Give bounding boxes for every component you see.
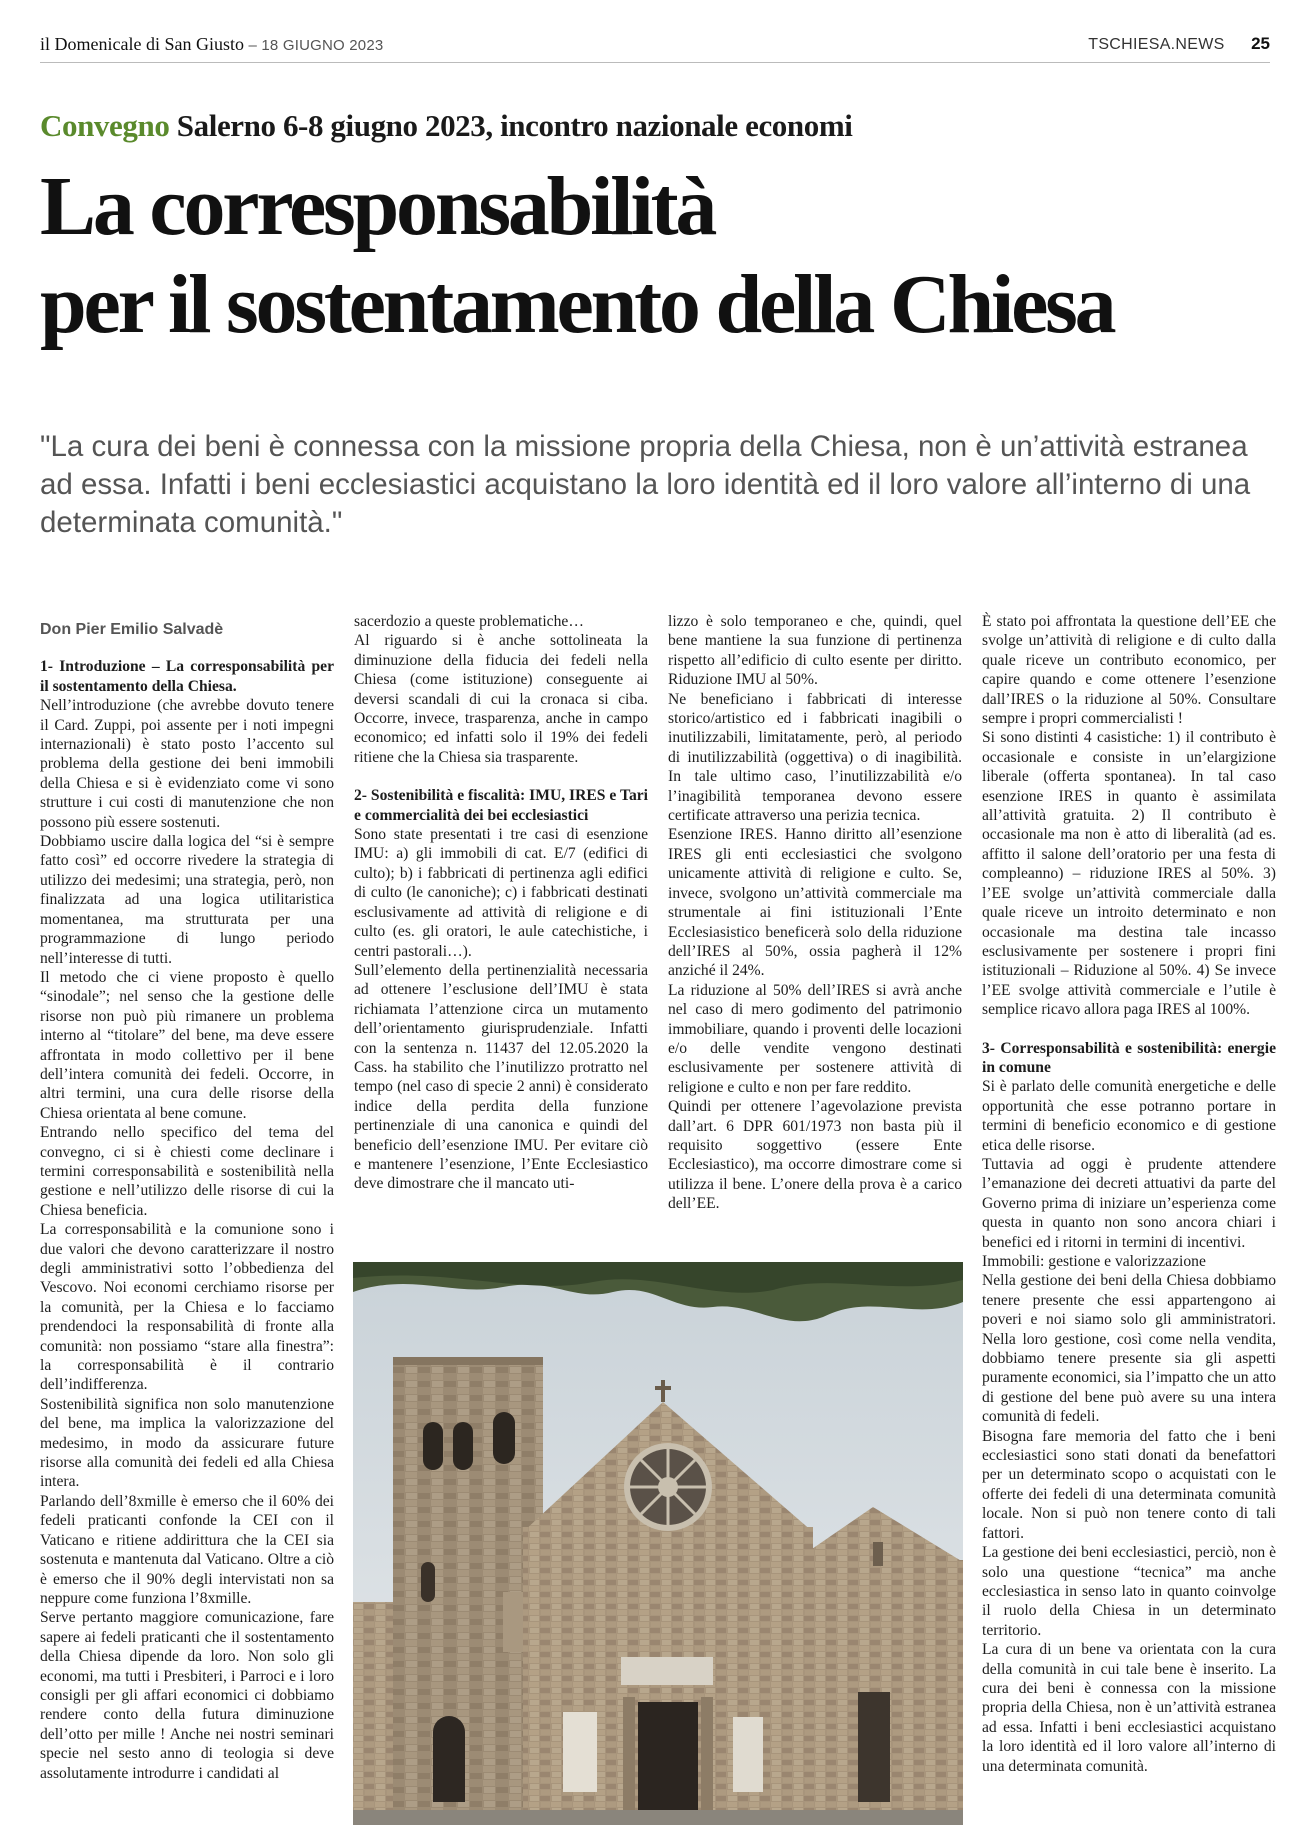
paragraph: lizzo è solo temporaneo e che, quindi, quel bene mantiene la sua funzione di pertinenza rispetto all’edificio di culto esente per diritto. Riduzione IMU al 50%. xyxy=(668,613,962,689)
paragraph: Ne beneficiano i fabbricati di interesse storico/artistico ed i fabbricati inagibili o inutilizzabili, limitatamente, però, al periodo di inutilizzabilità (oggettiva) o di inagibilità. In tale ultimo caso, l’inutilizzabilità e/o l’inagibilità temporanea devono essere certificate attraverso una perizia tecnica. xyxy=(668,690,962,825)
paragraph: Sono state presentati i tre casi di esenzione IMU: a) gli immobili di cat. E/7 (edifici di culto); b) i fabbricati di pertinenza agli edifici di culto (le canoniche); c) i fabbricati destinati esclusivamente ad attività di religione e di culto (es. gli oratori, le aule catechistiche, i centri pastorali…). xyxy=(354,826,648,960)
paragraph: Tuttavia ad oggi è prudente attendere l’emanazione dei decreti attuativi da parte del Governo prima di iniziare un’esperienza come questa in quanto non sono ancora chiari i benefici ed i ritorni in termini di incentivi. xyxy=(982,1155,1276,1251)
paragraph: Dobbiamo uscire dalla logica del “si è sempre fatto così” ed occorre rivedere la strategia di utilizzo dei medesimi; una strategia, però, non finalizzata ad una logica utilitaristica momentanea, ma strutturata per una programmazione di lungo periodo nell’interesse di tutti. xyxy=(40,833,334,967)
article-title xyxy=(40,158,1280,354)
cathedral-photo xyxy=(353,1262,963,1825)
paragraph: La riduzione al 50% dell’IRES si avrà anche nel caso di mero godimento del patrimonio immobiliare, quando i proventi delle locazioni e/o delle vendite vengono destinati esclusivamente per sostenere attività di religione e culto e non per fare reddito. xyxy=(668,981,962,1096)
paragraph: sacerdozio a queste problematiche… xyxy=(354,613,584,630)
column-3 xyxy=(668,612,962,1214)
paragraph: È stato poi affrontata la questione dell’EE che svolge un’attività di religione e di culto dalla quale riceve un contributo economico, per capire quando e come ottenere l’esenzione dall’IRES o la riduzione al 50%. Consultare sempre i propri commercialisti ! xyxy=(982,613,1276,728)
paragraph: Quindi per ottenere l’agevolazione prevista dall’art. 6 DPR 601/1973 non basta più il requisito soggettivo (essere Ente Ecclesiastico), ma occorre dimostrare come si utilizza il bene. L’onere della prova è a carico dell’EE. xyxy=(668,1098,962,1213)
site-name: TSCHIESA.NEWS xyxy=(1088,36,1225,53)
header-right xyxy=(1088,34,1270,54)
cathedral-photo-image xyxy=(353,1262,963,1825)
paragraph: Nell’introduzione (che avrebbe dovuto tenere il Card. Zuppi, poi assente per i noti impegni internazionali) è stato posto l’accento sul problema della gestione dei beni immobili della Chiesa e si è evidenziato come vi sono strutture i cui costi di manutenzione che non possono più essere sostenuti. xyxy=(40,697,334,831)
column-4 xyxy=(982,612,1276,1776)
section-heading-2: 2- Sostenibilità e fiscalità: IMU, IRES e Tari e commercialità dei bei ecclesiastici xyxy=(354,787,648,824)
pull-quote: "La cura dei beni è connessa con la missione propria della Chiesa, non è un’attività estranea ad essa. Infatti i beni ecclesiastici acquistano la loro identità ed il loro valore all’interno di una determinata comunità." xyxy=(40,430,1251,539)
publication-name: il Domenicale di San Giusto xyxy=(40,34,244,54)
column-1 xyxy=(40,620,334,1783)
paragraph: Sull’elemento della pertinenzialità necessaria ad ottenere l’esclusione dell’IMU è stata richiamata l’attenzione circa un mutamento dell’orientamento giurisprudenziale. Infatti con la sentenza n. 11437 del 12.05.2020 la Cass. ha stabilito che l’inutilizzo protratto nel tempo (nel caso di specie 2 anni) è considerato indice della perdita della funzione pertinenziale di una canonica e quindi del beneficio dell’esenzione IMU. Per evitare ciò e mantenere l’esenzione, l’Ente Ecclesiastico deve dimostrare che il mancato uti- xyxy=(354,961,648,1193)
column-2 xyxy=(354,612,648,1194)
kicker-tag: Convegno xyxy=(40,108,170,143)
paragraph: Serve pertanto maggiore comunicazione, fare sapere ai fedeli praticanti che il sostentamento della Chiesa dipende da loro. Non solo gli economi, ma tutti i Presbiteri, i Parroci e i loro consigli per gli affari economici ci dobbiamo rendere conto della futura diminuzione dell’otto per mille ! Anche nei nostri seminari specie nel sesto anno di teologia si deve assolutamente introdurre i candidati al xyxy=(40,1609,334,1782)
section-heading-1: 1- Introduzione – La corresponsabilità per il sostentamento della Chiesa. xyxy=(40,658,334,695)
subheading: Immobili: gestione e valorizzazione xyxy=(982,1253,1206,1270)
author-byline: Don Pier Emilio Salvadè xyxy=(40,621,224,638)
paragraph: Entrando nello specifico del tema del convegno, ci si è chiesti come declinare i termini corresponsabilità e sostenibilità nella gestione e nell’utilizzo delle risorse di cui la Chiesa beneficia. xyxy=(40,1124,334,1219)
publication-masthead xyxy=(40,34,383,55)
paragraph: La gestione dei beni ecclesiastici, perciò, non è solo una questione “tecnica” ma anche ecclesiastica in senso lato in quanto coinvolge il ruolo della Chiesa in un determinato territorio. xyxy=(982,1544,1276,1639)
page-header xyxy=(40,34,1270,60)
kicker-text: Salerno 6-8 giugno 2023, incontro nazionale economi xyxy=(176,108,853,143)
paragraph: La cura di un bene va orientata con la cura della comunità in cui tale bene è inserito. La cura dei beni è connessa con la missione propria della Chiesa, non è un’attività estranea ad essa. Infatti i beni ecclesiastici acquistano la loro identità ed il loro valore all’interno di una determinata comunità. xyxy=(982,1641,1276,1775)
paragraph: Il metodo che ci viene proposto è quello “sinodale”; nel senso che la gestione delle risorse non può più rimanere un problema interno al “titolare” del bene, ma deve essere affrontata in modo collettivo per il bene dell’intera comunità dei fedeli. Occorre, in altri termini, una cura delle risorse della Chiesa orientata al bene comune. xyxy=(40,968,334,1122)
paragraph: Sostenibilità significa non solo manutenzione del bene, ma implica la valorizzazione del medesimo, in modo da assicurare future risorse alla comunità dei fedeli ed alla Chiesa intera. xyxy=(40,1395,334,1491)
issue-date: – 18 GIUGNO 2023 xyxy=(248,37,384,54)
paragraph: Si è parlato delle comunità energetiche e delle opportunità che esse potranno portare in termini di beneficio economico e di gestione etica delle risorse. xyxy=(982,1078,1276,1154)
paragraph: Al riguardo si è anche sottolineata la diminuzione della fiducia dei fedeli nella Chiesa (come istituzione) conseguente ai deversi scandali di cui la cronaca si ciba. Occorre, invece, trasparenza, anche in campo economico; ed infatti solo il 19% dei fedeli ritiene che la Chiesa sia trasparente. xyxy=(354,632,648,766)
paragraph: Esenzione IRES. Hanno diritto all’esenzione IRES gli enti ecclesiastici che svolgono unicamente attività di religione e culto. Se, invece, svolgono un’attività commerciale ma strumentale ai fini istituzionali l’Ente Ecclesiasistico beneficerà solo della riduzione dell’IRES al 50%, ossia pagherà il 12% anziché il 24%. xyxy=(668,826,962,980)
paragraph: Nella gestione dei beni della Chiesa dobbiamo tenere presente che essi appartengono ai poveri e noi siamo solo gli amministratori. Nella loro gestione, così come nella vendita, dobbiamo tenere presente sia gli aspetti puramente economici, sia l’impatto che un atto di gestione del bene può avere su una intera comunità di fedeli. xyxy=(982,1272,1276,1426)
paragraph: La corresponsabilità e la comunione sono i due valori che devono caratterizzare il nostro degli amministrativi sotto l’obbedienza del Vescovo. Noi economi cerchiamo risorse per la comunità, per la Chiesa e lo facciamo prendendoci la responsabilità di fronte alla comunità: non possiamo “stare alla finestra”: la corresponsabilità è il contrario dell’indifferenza. xyxy=(40,1221,334,1394)
article-kicker xyxy=(40,108,852,144)
paragraph: Parlando dell’8xmille è emerso che il 60% dei fedeli praticanti confonde la CEI con il Vaticano e ritiene addirittura che la CEI sia sostenuta e mantenuta dal Vaticano. Oltre a ciò è emerso che il 90% degli intervistati non sa neppure come funziona l’8xmille. xyxy=(40,1492,334,1607)
title-line-2: per il sostentamento della Chiesa xyxy=(40,258,1114,351)
header-divider xyxy=(40,62,1270,63)
section-heading-3: 3- Corresponsabilità e sostenibilità: energie in comune xyxy=(982,1039,1276,1076)
page-number: 25 xyxy=(1251,34,1270,53)
paragraph: Bisogna fare memoria del fatto che i beni ecclesiastici sono stati donati da benefattori per un determinato scopo o acquistati con le offerte dei fedeli di una determinata comunità locale. Non si può non tenere conto di tali fattori. xyxy=(982,1427,1276,1542)
title-line-1: La corresponsabilità xyxy=(40,160,715,253)
paragraph: Si sono distinti 4 casistiche: 1) il contributo è occasionale e consiste in un’elargizione liberale (offerta spontanea). In tal caso esenzione IRES in quanto è assimilata all’attività gratuita. 2) Il contributo è occasionale ma non è atto di liberalità (ad es. affitto il salone dell’oratorio per una festa di compleanno) – riduzione IRES al 50%. 3) l’EE svolge un’attività commerciale dalla quale riceve un introito determinato e non occasionale ma destina tale incasso esclusivamente per sostenere i propri fini istituzionali – Riduzione al 50%. 4) Se invece l’EE svolge attività commerciale e l’utile è semplice ricavo allora paga IRES al 100%. xyxy=(982,729,1276,1019)
